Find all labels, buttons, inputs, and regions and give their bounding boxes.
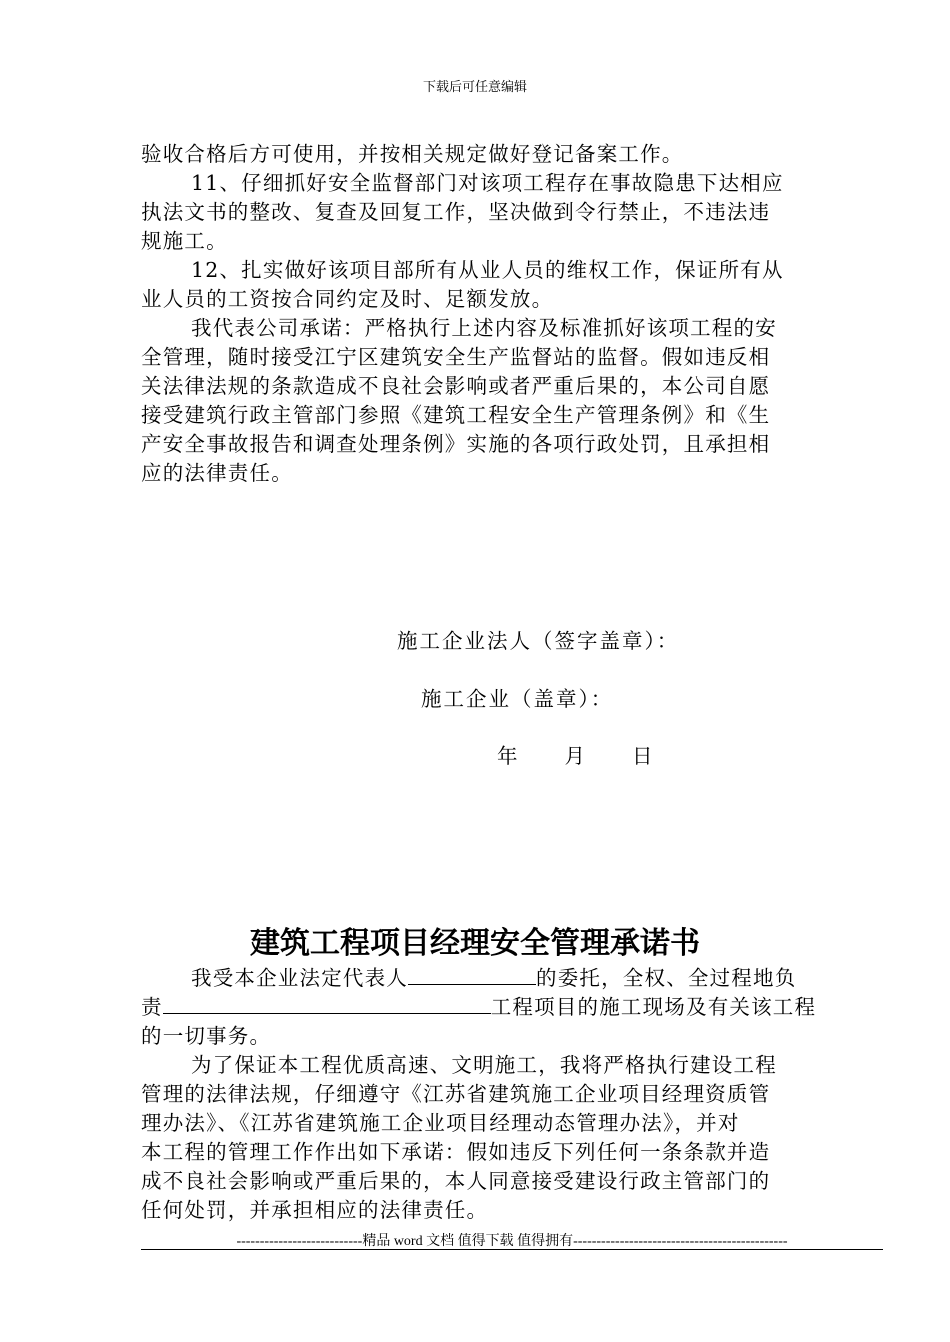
text-line: 产安全事故报告和调查处理条例》实施的各项行政处罚，且承担相 — [141, 432, 771, 456]
text-line: 成不良社会影响或严重后果的，本人同意接受建设行政主管部门的 — [141, 1169, 771, 1193]
text-line: 关法律法规的条款造成不良社会影响或者严重后果的，本公司自愿 — [141, 374, 771, 398]
legal-person-signature-label: 施工企业法人（签字盖章）： — [397, 629, 680, 653]
text-line: 我代表公司承诺：严格执行上述内容及标准抓好该项工程的安 — [191, 316, 777, 340]
text-line: 管理的法律法规，仔细遵守《江苏省建筑施工企业项目经理资质管 — [141, 1082, 771, 1106]
text-line: 理办法》、《江苏省建筑施工企业项目经理动态管理办法》，并对 — [141, 1111, 740, 1135]
text-line: 任何处罚，并承担相应的法律责任。 — [141, 1198, 489, 1222]
text-line: 本工程的管理工作作出如下承诺：假如违反下列任何一条条款并造 — [141, 1140, 771, 1164]
text-line — [141, 964, 883, 993]
text-line: 为了保证本工程优质高速、文明施工，我将严格执行建设工程 — [191, 1053, 777, 1077]
date-label: 年 月 日 — [497, 744, 655, 768]
page-footer-text: ---------------------------精品 word 文档 值得下载 值得拥有---------------------------------------------- — [236, 1234, 788, 1249]
company-seal-label: 施工企业（盖章）： — [421, 687, 614, 711]
text-line: 规施工。 — [141, 229, 228, 253]
text-fragment: 我受本企业法定代表人 — [191, 966, 408, 990]
text-line: 12、扎实做好该项目部所有从业人员的维权工作，保证所有从 — [191, 258, 784, 282]
text-line — [141, 993, 883, 1022]
text-line: 11、仔细抓好安全监督部门对该项工程存在事故隐患下达相应 — [191, 171, 784, 195]
body-text-commitment — [141, 964, 883, 1225]
text-fragment: 责 — [141, 995, 163, 1019]
blank-line-project — [163, 993, 491, 1014]
text-line: 接受建筑行政主管部门参照《建筑工程安全生产管理条例》和《生 — [141, 403, 771, 427]
body-text-top — [141, 140, 883, 488]
text-fragment: 的委托，全权、全过程地负 — [536, 966, 797, 990]
text-line: 业人员的工资按合同约定及时、足额发放。 — [141, 287, 554, 311]
page-header-note: 下载后可任意编辑 — [422, 79, 527, 94]
footer-divider — [141, 1249, 883, 1250]
text-line: 验收合格后方可使用，并按相关规定做好登记备案工作。 — [141, 142, 684, 166]
text-fragment: 工程项目的施工现场及有关该工程 — [490, 995, 817, 1019]
blank-line-representative — [408, 964, 536, 985]
document-title: 建筑工程项目经理安全管理承诺书 — [250, 926, 700, 961]
text-line: 应的法律责任。 — [141, 461, 293, 485]
text-line: 全管理，随时接受江宁区建筑安全生产监督站的监督。假如违反相 — [141, 345, 771, 369]
text-line: 的一切事务。 — [141, 1024, 272, 1048]
text-line: 执法文书的整改、复查及回复工作，坚决做到令行禁止，不违法违 — [141, 200, 771, 224]
